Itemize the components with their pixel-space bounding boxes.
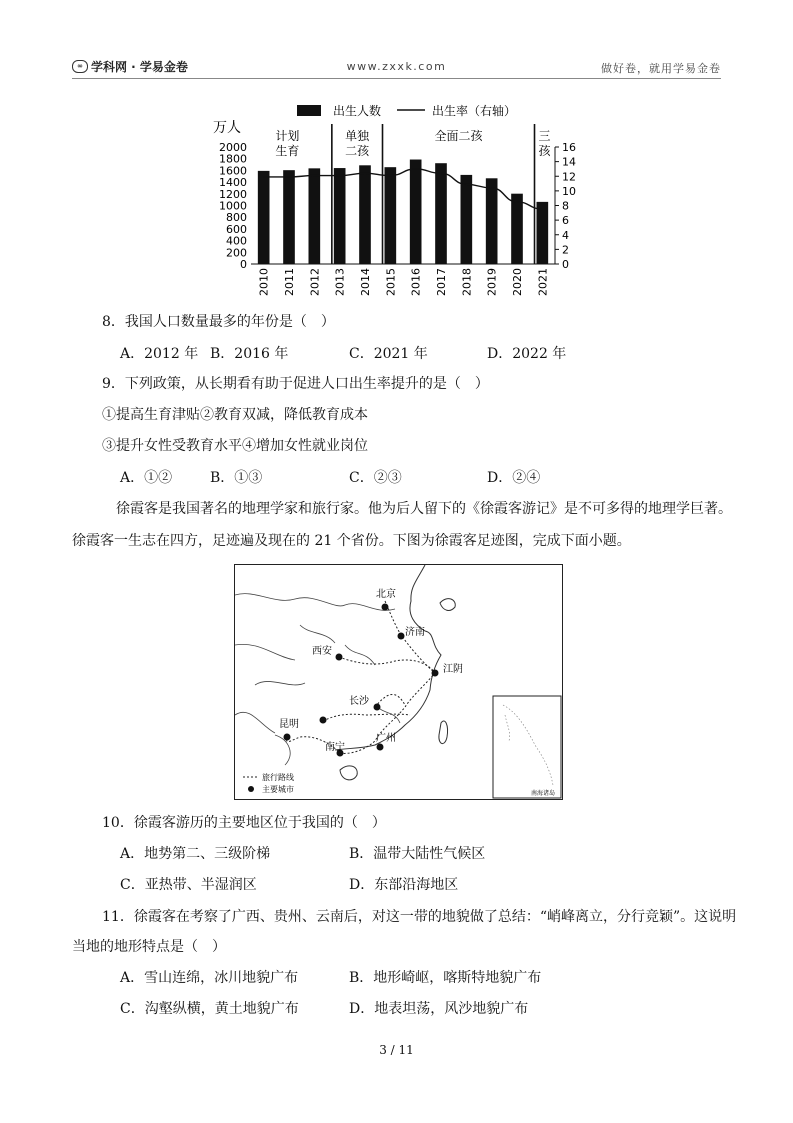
y-tick-label: 1000: [219, 199, 247, 213]
hainan-island: [340, 766, 357, 780]
page-number: 3 / 11: [379, 1043, 414, 1057]
x-tick-label: 2021: [536, 268, 550, 296]
city-label-guangzhou: 广州: [376, 733, 396, 744]
bar-birth-count: [435, 163, 447, 264]
q11-stem-line-2: 当地的地形特点是（ ）: [72, 939, 226, 955]
q11-option-a[interactable]: A．雪山连绵，冰川地貌广布: [120, 970, 299, 986]
policy-label-line2: 生育: [275, 144, 300, 158]
x-tick-label: 2020: [511, 268, 524, 296]
city-dot-changsha: [374, 704, 381, 711]
bar-birth-count: [461, 175, 473, 264]
city-label-xian: 西安: [312, 646, 332, 657]
q11-option-b[interactable]: B．地形崎岖，喀斯特地貌广布: [349, 970, 542, 986]
y2-tick-label: 4: [562, 228, 569, 242]
y-tick-label: 1600: [219, 164, 247, 178]
q8-option-d[interactable]: D．2022 年: [487, 346, 567, 362]
y-tick-label: 2000: [219, 141, 247, 154]
y-tick-label: 0: [240, 258, 247, 271]
y2-tick-label: 0: [562, 258, 569, 271]
y2-tick-label: 8: [562, 199, 569, 213]
y-tick-label: 1800: [219, 152, 247, 166]
header-slogan: 做好卷，就用学易金卷: [601, 62, 721, 75]
policy-label-line1: 计划: [275, 129, 300, 143]
q9-option-d[interactable]: D．②④: [487, 470, 541, 486]
bar-birth-count: [537, 202, 549, 264]
city-dot-jinan: [398, 633, 405, 640]
city-label-kunming: 昆明: [279, 719, 299, 730]
policy-label-line1: 单独: [345, 129, 370, 143]
city-label-beijing: 北京: [376, 589, 396, 600]
q9-statement-1: ①提高生育津贴②教育双减，降低教育成本: [102, 407, 368, 423]
q10-option-a[interactable]: A．地势第二、三级阶梯: [120, 846, 271, 862]
y-tick-label: 600: [226, 222, 247, 236]
city-dot-guangzhou: [377, 744, 384, 751]
policy-label-line2: 二孩: [345, 144, 370, 158]
city-dot-extra: [320, 717, 327, 724]
y-tick-label: 200: [226, 246, 247, 260]
x-tick-label: 2016: [409, 268, 423, 296]
birth-rate-line: [264, 169, 543, 209]
city-dot-beijing: [382, 604, 389, 611]
passage-line-1: 徐霞客是我国著名的地理学家和旅行家。他为后人留下的《徐霞客游记》是不可多得的地理学巨著。: [116, 501, 732, 517]
city-label-nanning: 南宁: [325, 742, 345, 753]
xu-xiake-map: [234, 564, 563, 800]
q9-stem: 9．下列政策，从长期看有助于促进人口出生率提升的是（ ）: [102, 376, 489, 392]
x-tick-label: 2014: [359, 268, 372, 296]
city-label-jinan: 济南: [405, 627, 425, 638]
q8-stem: 8．我国人口数量最多的年份是（ ）: [102, 314, 335, 330]
taiwan-island: [439, 721, 448, 744]
x-tick-label: 2011: [283, 268, 296, 296]
y2-tick-label: 2: [562, 243, 569, 257]
bar-birth-count: [385, 167, 397, 264]
y-axis-title: 万人: [213, 120, 241, 136]
bar-birth-count: [258, 171, 270, 264]
x-tick-label: 2013: [333, 268, 347, 296]
logo-icon: ∞: [72, 60, 88, 73]
y-tick-label: 1400: [219, 176, 247, 190]
bar-birth-count: [334, 168, 346, 264]
legend-bar-swatch: [297, 105, 321, 116]
passage-line-2: 徐霞客一生志在四方，足迹遍及现在的 21 个省份。下图为徐霞客足迹图，完成下面小题。: [72, 533, 631, 549]
q8-option-b[interactable]: B．2016 年: [210, 346, 289, 362]
birth-chart: [205, 98, 576, 298]
city-dot-kunming: [284, 734, 291, 741]
q10-stem: 10．徐霞客游历的主要地区位于我国的（ ）: [102, 815, 386, 831]
q9-option-c[interactable]: C．②③: [349, 470, 402, 486]
q9-option-b[interactable]: B．①③: [210, 470, 263, 486]
x-tick-label: 2010: [257, 268, 271, 296]
y2-tick-label: 16: [562, 141, 576, 154]
x-tick-label: 2019: [485, 268, 499, 296]
x-tick-label: 2017: [435, 268, 448, 296]
city-dot-jiangyin: [432, 670, 439, 677]
q8-option-c[interactable]: C．2021 年: [349, 346, 428, 362]
legend-city-swatch: [248, 786, 254, 792]
q8-option-a[interactable]: A．2012 年: [120, 346, 199, 362]
legend-route-label: 旅行路线: [262, 773, 294, 782]
south-sea-inset: [493, 696, 561, 798]
page-header: [72, 58, 721, 79]
q10-option-d[interactable]: D．东部沿海地区: [349, 877, 459, 893]
bar-birth-count: [359, 165, 371, 264]
q11-option-d[interactable]: D．地表坦荡，风沙地貌广布: [349, 1001, 529, 1017]
legend-line-label: 出生率（右轴）: [432, 104, 517, 118]
shandong-peninsula: [440, 599, 455, 611]
q10-option-c[interactable]: C．亚热带、半湿润区: [120, 877, 257, 893]
legend-city-label: 主要城市: [262, 785, 294, 794]
bar-birth-count: [283, 170, 295, 264]
city-label-jiangyin: 江阴: [443, 664, 463, 675]
inset-label: 南海诸岛: [531, 790, 556, 797]
y2-tick-label: 6: [562, 214, 569, 228]
header-site: www.zxxk.com: [346, 60, 447, 73]
q10-option-b[interactable]: B．温带大陆性气候区: [349, 846, 486, 862]
y-tick-label: 400: [226, 234, 247, 248]
y2-tick-label: 10: [562, 184, 576, 198]
travel-route-main: [287, 601, 435, 753]
x-tick-label: 2015: [384, 268, 398, 296]
x-tick-label: 2018: [460, 268, 474, 296]
q9-option-a[interactable]: A．①②: [120, 470, 173, 486]
y2-tick-label: 12: [562, 170, 576, 184]
policy-label-line1: 三: [538, 129, 551, 143]
y-tick-label: 1200: [219, 187, 247, 201]
y-tick-label: 800: [226, 211, 247, 225]
policy-label-line1: 全面二孩: [434, 129, 483, 143]
policy-label-line2: 孩: [538, 144, 551, 158]
x-tick-label: 2012: [308, 268, 322, 296]
logo-text: 学科网 · 学易金卷: [91, 60, 188, 74]
bar-birth-count: [410, 160, 422, 264]
q11-option-c[interactable]: C．沟壑纵横，黄土地貌广布: [120, 1001, 299, 1017]
bar-birth-count: [486, 178, 498, 264]
legend-bar-label: 出生人数: [333, 104, 382, 118]
bar-birth-count: [511, 194, 523, 264]
city-label-changsha: 长沙: [349, 696, 369, 707]
q9-statement-2: ③提升女性受教育水平④增加女性就业岗位: [102, 438, 368, 454]
city-dot-xian: [336, 654, 343, 661]
bar-birth-count: [309, 168, 321, 264]
y2-tick-label: 14: [562, 155, 576, 169]
q11-stem-line-1: 11．徐霞客在考察了广西、贵州、云南后，对这一带的地貌做了总结：“峭峰离立，分行竞颖”。这说明: [102, 909, 737, 925]
